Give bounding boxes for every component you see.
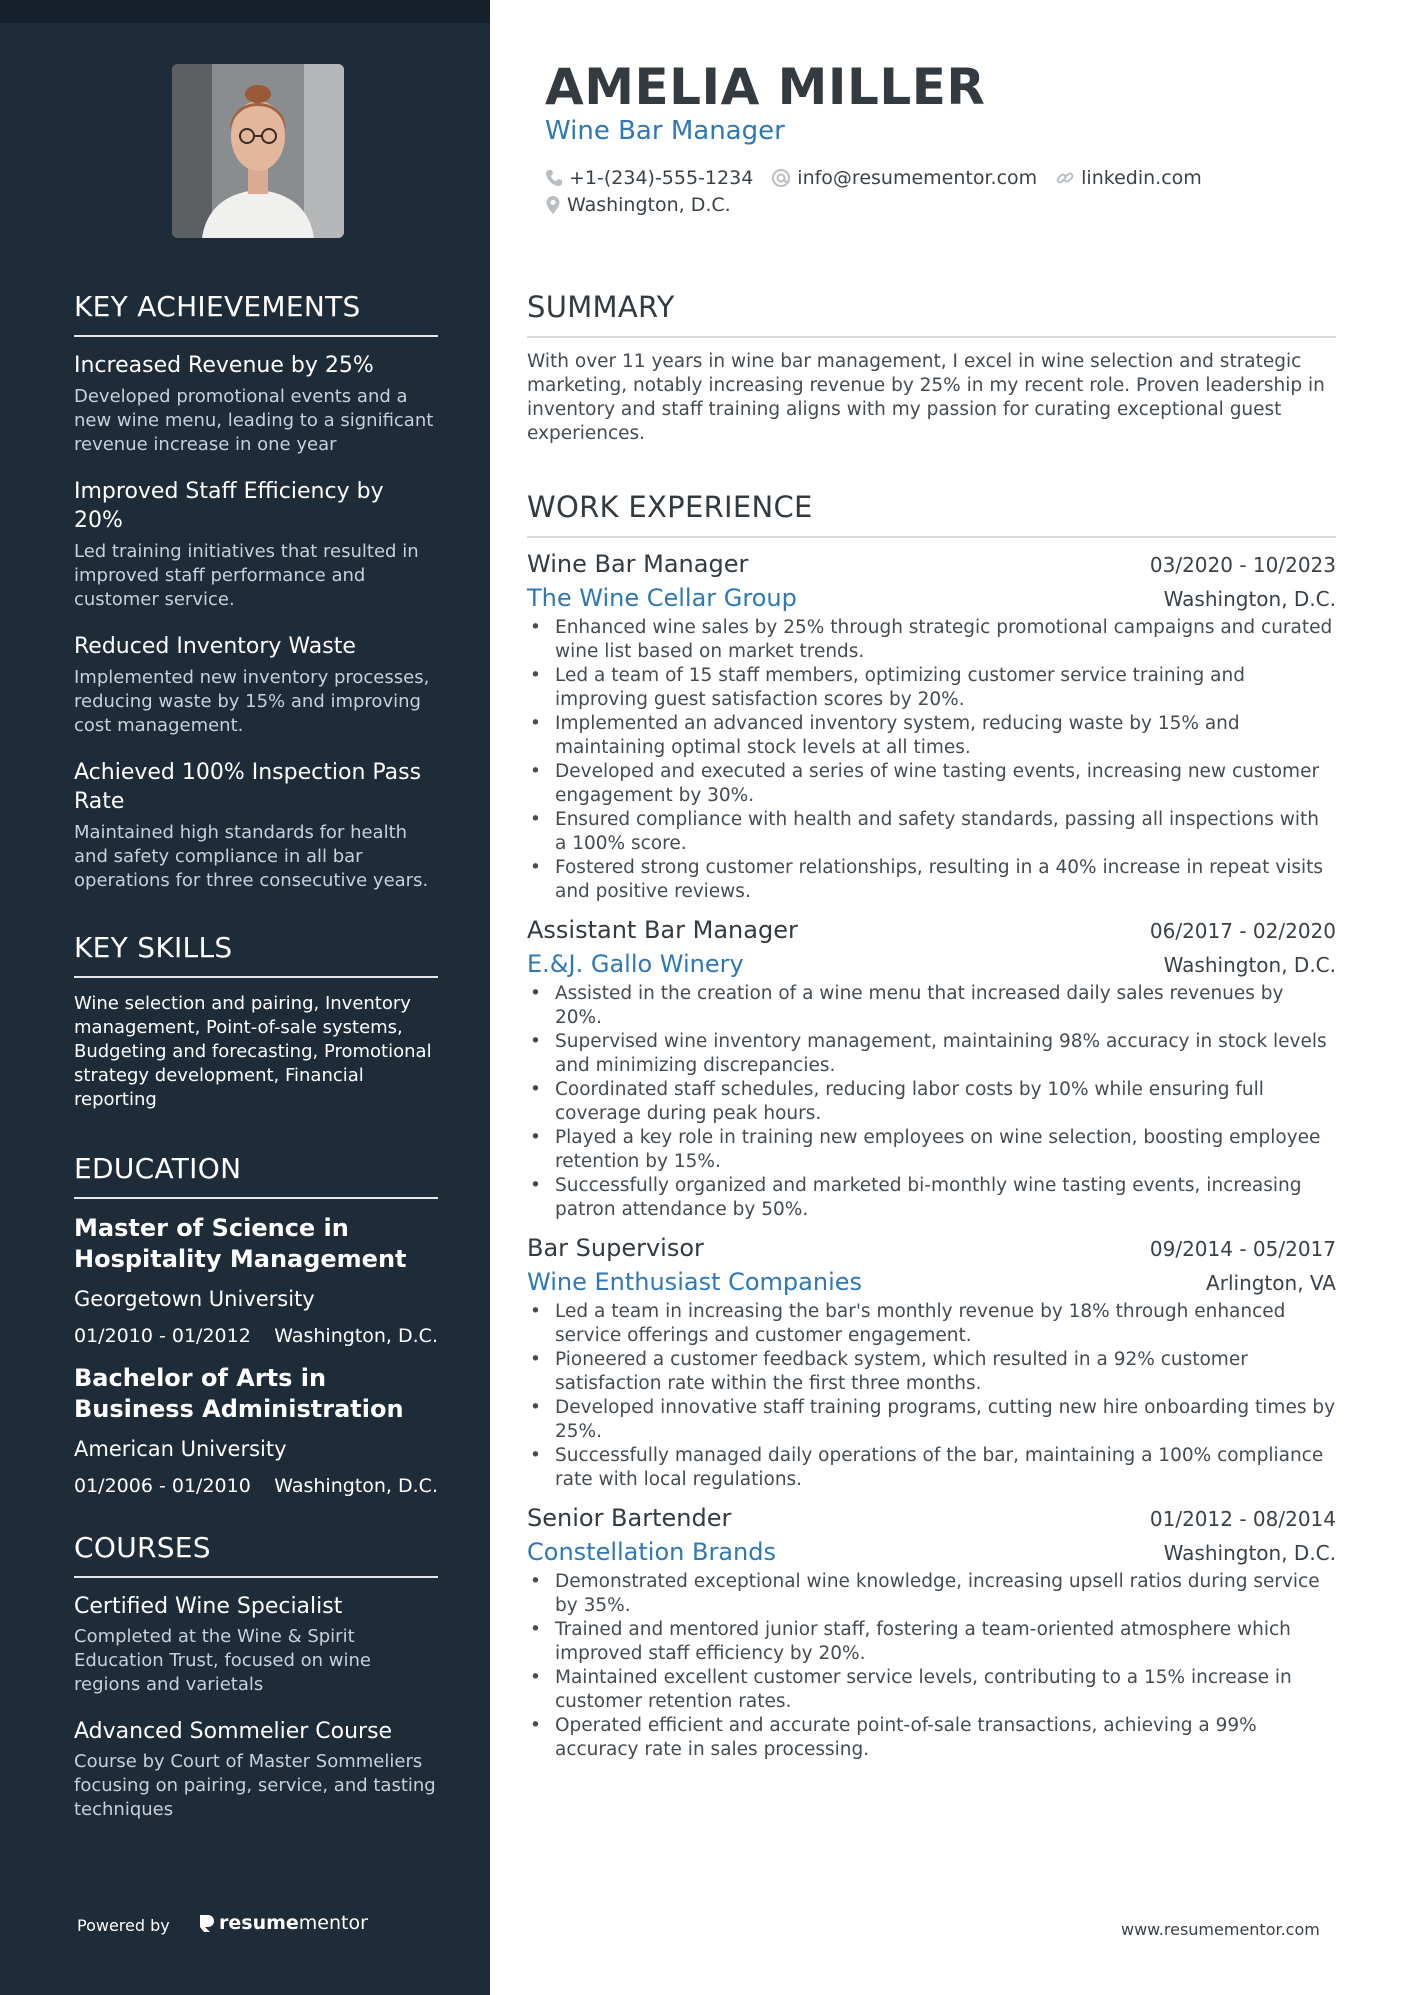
job-entry <box>527 1504 1336 1762</box>
achievement-title: Improved Staff Efficiency by 20% <box>74 479 384 533</box>
location-contact <box>545 194 731 216</box>
achievement-title: Reduced Inventory Waste <box>74 634 356 659</box>
job-title: Wine Bar Manager <box>527 550 749 578</box>
job-entry <box>527 550 1336 904</box>
list-item: • Successfully managed daily operations of the bar, maintaining a 100% compliance rate with local regulations. <box>527 1444 1336 1492</box>
list-item: • Coordinated staff schedules, reducing labor costs by 10% while ensuring full coverage during peak hours. <box>527 1078 1336 1126</box>
phone-contact[interactable] <box>545 167 753 189</box>
list-item: • Led a team of 15 staff members, optimizing customer service training and improving guest satisfaction scores by 20%. <box>527 664 1336 712</box>
job-company-row <box>527 1268 1336 1296</box>
list-item: • Supervised wine inventory management, maintaining 98% accuracy in stock levels and minimizing discrepancies. <box>527 1030 1336 1078</box>
education-meta <box>74 1325 438 1347</box>
education-heading: EDUCATION <box>74 1152 438 1199</box>
contact-line <box>545 191 1245 218</box>
job-bullets <box>527 616 1336 904</box>
list-item: • Led a team in increasing the bar's monthly revenue by 18% through enhanced service offerings and customer engagement. <box>527 1300 1336 1348</box>
achievement-title: Increased Revenue by 25% <box>74 353 374 378</box>
job-company-row <box>527 584 1336 612</box>
job-bullets <box>527 1300 1336 1492</box>
brand-name-light: mentor <box>298 1912 368 1934</box>
job-header <box>527 1504 1336 1532</box>
location-pin-icon <box>545 195 561 215</box>
brand-name-bold: resume <box>219 1912 299 1934</box>
job-header <box>527 916 1336 944</box>
education-location: Washington, D.C. <box>274 1475 438 1497</box>
job-location: Washington, D.C. <box>1163 587 1336 611</box>
education-school: Georgetown University <box>74 1287 315 1311</box>
achievements-heading: KEY ACHIEVEMENTS <box>74 290 438 337</box>
achievement-desc: Developed promotional events and a new wine menu, leading to a significant revenue increase in one year <box>74 386 434 455</box>
sidebar-top-band <box>0 0 490 23</box>
email-contact[interactable] <box>771 167 1037 189</box>
job-bullets <box>527 1570 1336 1762</box>
sidebar-content <box>74 290 438 1842</box>
achievement-item <box>74 758 438 893</box>
education-school: American University <box>74 1437 287 1461</box>
job-entry <box>527 1234 1336 1492</box>
education-degree: Bachelor of Arts in Business Administration <box>74 1364 404 1423</box>
course-desc: Course by Court of Master Sommeliers focusing on pairing, service, and tasting techniques <box>74 1751 436 1820</box>
phone-icon <box>545 169 563 187</box>
achievement-desc: Implemented new inventory processes, reducing waste by 15% and improving cost management. <box>74 667 430 736</box>
achievement-desc: Maintained high standards for health and safety compliance in all bar operations for three consecutive years. <box>74 822 429 891</box>
course-item <box>74 1717 438 1822</box>
list-item: • Demonstrated exceptional wine knowledge, increasing upsell ratios during service by 35%. <box>527 1570 1336 1618</box>
linkedin-contact[interactable] <box>1055 167 1202 189</box>
list-item: • Played a key role in training new employees on wine selection, boosting employee retention by 15%. <box>527 1126 1336 1174</box>
experience-heading: WORK EXPERIENCE <box>527 490 1336 538</box>
list-item: • Maintained excellent customer service levels, contributing to a 15% increase in customer retention rates. <box>527 1666 1336 1714</box>
main-content <box>527 290 1336 1774</box>
job-dates: 01/2012 - 08/2014 <box>1149 1507 1336 1531</box>
brand-mark-icon <box>198 1913 214 1933</box>
list-item: • Assisted in the creation of a wine menu that increased daily sales revenues by 20%. <box>527 982 1336 1030</box>
job-entry <box>527 916 1336 1222</box>
powered-by-label: Powered by <box>77 1916 170 1935</box>
education-meta <box>74 1475 438 1497</box>
job-dates: 09/2014 - 05/2017 <box>1149 1237 1336 1261</box>
education-dates: 01/2006 - 01/2010 <box>74 1475 251 1497</box>
job-location: Washington, D.C. <box>1163 1541 1336 1565</box>
brand-logo[interactable] <box>198 1912 368 1934</box>
course-title: Certified Wine Specialist <box>74 1594 343 1619</box>
list-item: • Operated efficient and accurate point-of-sale transactions, achieving a 99% accuracy rate in sales processing. <box>527 1714 1336 1762</box>
list-item: • Trained and mentored junior staff, fostering a team-oriented atmosphere which improved staff efficiency by 20%. <box>527 1618 1336 1666</box>
list-item: • Developed and executed a series of wine tasting events, increasing new customer engagement by 30%. <box>527 760 1336 808</box>
list-item: • Fostered strong customer relationships, resulting in a 40% increase in repeat visits and positive reviews. <box>527 856 1336 904</box>
education-degree: Master of Science in Hospitality Management <box>74 1214 407 1273</box>
job-company-row <box>527 1538 1336 1566</box>
course-title: Advanced Sommelier Course <box>74 1719 393 1744</box>
achievement-desc: Led training initiatives that resulted in improved staff performance and customer service. <box>74 541 419 610</box>
education-item <box>74 1213 438 1347</box>
achievement-title: Achieved 100% Inspection Pass Rate <box>74 760 422 814</box>
list-item: • Implemented an advanced inventory system, reducing waste by 15% and maintaining optimal stock levels at all times. <box>527 712 1336 760</box>
summary-heading: SUMMARY <box>527 290 1336 338</box>
company-name: Wine Enthusiast Companies <box>527 1268 863 1296</box>
job-location: Arlington, VA <box>1206 1271 1336 1295</box>
job-title: Assistant Bar Manager <box>527 916 798 944</box>
list-item: • Ensured compliance with health and safety standards, passing all inspections with a 100% score. <box>527 808 1336 856</box>
education-location: Washington, D.C. <box>274 1325 438 1347</box>
job-location: Washington, D.C. <box>1163 953 1336 977</box>
profile-photo <box>172 64 344 238</box>
at-icon <box>771 168 791 188</box>
job-title: Bar Supervisor <box>527 1234 704 1262</box>
job-dates: 03/2020 - 10/2023 <box>1149 553 1336 577</box>
contact-line <box>545 164 1245 191</box>
company-name: E.&J. Gallo Winery <box>527 950 744 978</box>
footer-url[interactable]: www.resumementor.com <box>1121 1920 1320 1939</box>
phone-text: +1-(234)-555-1234 <box>569 166 754 189</box>
company-name: Constellation Brands <box>527 1538 776 1566</box>
email-text: info@resumementor.com <box>797 166 1038 189</box>
job-title: Senior Bartender <box>527 1504 732 1532</box>
achievement-item <box>74 477 438 612</box>
achievement-item <box>74 351 438 457</box>
sidebar <box>0 0 490 1995</box>
list-item: • Pioneered a customer feedback system, which resulted in a 92% customer satisfaction rate within the first three months. <box>527 1348 1336 1396</box>
linkedin-text: linkedin.com <box>1081 166 1202 189</box>
summary-text: With over 11 years in wine bar management, I excel in wine selection and strategic marketing, notably increasing revenue by 25% in my recent role. Proven leadership in inventory and staff training aligns with my passion for curating exceptional guest experiences. <box>527 351 1325 444</box>
job-header <box>527 1234 1336 1262</box>
list-item: • Developed innovative staff training programs, cutting new hire onboarding times by 25%. <box>527 1396 1336 1444</box>
candidate-name: AMELIA MILLER <box>545 58 986 116</box>
location-text: Washington, D.C. <box>567 193 731 216</box>
achievement-item <box>74 632 438 738</box>
job-bullets <box>527 982 1336 1222</box>
candidate-title: Wine Bar Manager <box>545 116 785 146</box>
job-company-row <box>527 950 1336 978</box>
job-header <box>527 550 1336 578</box>
skills-list: Wine selection and pairing, Inventory management, Point-of-sale systems, Budgeting and forecasting, Promotional strategy development, Financial reporting <box>74 993 432 1110</box>
contact-info <box>545 164 1245 218</box>
skills-heading: KEY SKILLS <box>74 931 438 978</box>
education-dates: 01/2010 - 01/2012 <box>74 1325 251 1347</box>
list-item: • Successfully organized and marketed bi-monthly wine tasting events, increasing patron attendance by 50%. <box>527 1174 1336 1222</box>
education-item <box>74 1363 438 1497</box>
list-item: • Enhanced wine sales by 25% through strategic promotional campaigns and curated wine list based on market trends. <box>527 616 1336 664</box>
job-dates: 06/2017 - 02/2020 <box>1149 919 1336 943</box>
courses-heading: COURSES <box>74 1531 438 1578</box>
course-desc: Completed at the Wine & Spirit Education Trust, focused on wine regions and varietals <box>74 1626 371 1695</box>
company-name: The Wine Cellar Group <box>527 584 797 612</box>
link-icon <box>1055 168 1075 188</box>
course-item <box>74 1592 438 1697</box>
